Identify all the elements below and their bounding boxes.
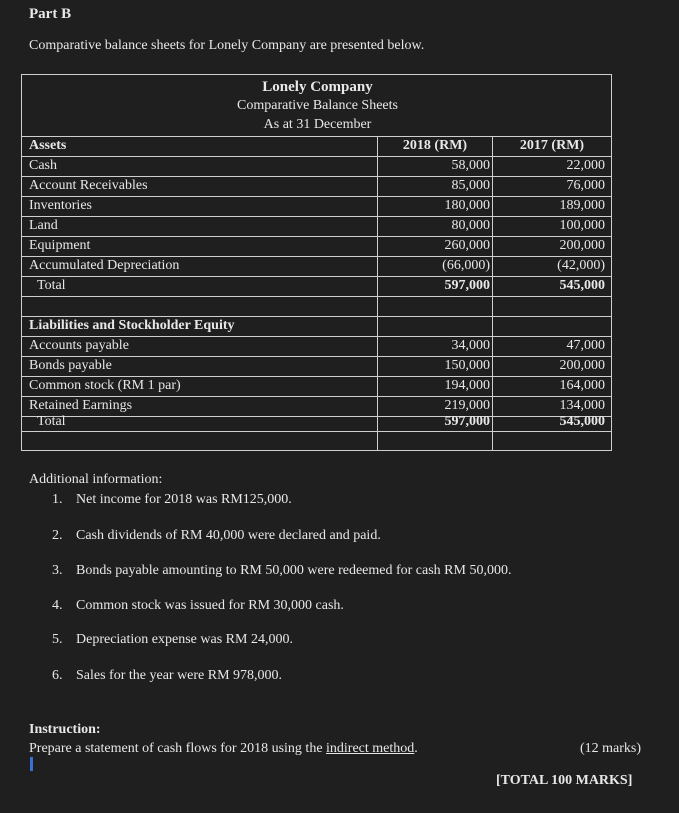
item-text: Sales for the year were RM 978,000. <box>76 668 283 683</box>
table-row <box>22 216 611 236</box>
table-row <box>22 196 611 216</box>
item-text: Bonds payable amounting to RM 50,000 were redeemed for cash RM 50,000. <box>76 563 512 578</box>
value-2017: 76,000 <box>566 178 605 193</box>
value-2018: 58,000 <box>451 158 490 173</box>
column-header-2017: 2017 (RM) <box>519 138 585 153</box>
row-label: Land <box>29 218 58 233</box>
total-2017: 545,000 <box>559 278 605 293</box>
part-title: Part B <box>29 6 72 22</box>
item-text: Cash dividends of RM 40,000 were declared and paid. <box>76 528 381 543</box>
table-row <box>22 376 611 396</box>
value-2018: 260,000 <box>444 238 490 253</box>
list-item <box>52 668 282 684</box>
row-label: Equipment <box>29 238 91 253</box>
value-2018: 34,000 <box>451 338 490 353</box>
row-divider <box>22 431 611 432</box>
row-label: Total <box>37 278 66 293</box>
item-number: 6. <box>52 668 63 683</box>
assets-total-row <box>22 276 611 296</box>
value-2017: 47,000 <box>566 338 605 353</box>
value-2018: 219,000 <box>444 398 490 413</box>
value-2018: 150,000 <box>444 358 490 373</box>
table-row <box>22 336 611 356</box>
table-row <box>22 356 611 376</box>
row-label: Inventories <box>29 198 92 213</box>
item-text: Common stock was issued for RM 30,000 cash. <box>76 598 344 613</box>
table-header-row <box>22 136 611 156</box>
list-item <box>52 528 381 544</box>
table-row <box>22 156 611 176</box>
row-label: Total <box>37 414 66 429</box>
instruction-text-before: Prepare a statement of cash flows for 2018 using the <box>29 741 327 756</box>
list-item <box>52 563 511 579</box>
assets-header: Assets <box>29 138 67 153</box>
row-label: Account Receivables <box>29 178 148 193</box>
list-item <box>52 632 293 648</box>
balance-sheet-table <box>21 74 612 451</box>
item-text: Net income for 2018 was RM125,000. <box>76 492 292 507</box>
liabilities-total-row <box>22 412 611 431</box>
row-label: Accumulated Depreciation <box>29 258 180 273</box>
list-item <box>52 492 292 508</box>
company-name: Lonely Company <box>262 79 373 95</box>
indirect-method-text: indirect method <box>326 741 415 756</box>
table-row <box>22 176 611 196</box>
total-2017: 545,000 <box>559 414 605 429</box>
list-item <box>52 598 344 614</box>
column-header-2018: 2018 (RM) <box>402 138 468 153</box>
item-number: 1. <box>52 492 63 507</box>
instruction-heading: Instruction: <box>29 722 101 737</box>
item-text: Depreciation expense was RM 24,000. <box>76 632 293 647</box>
value-2017: 100,000 <box>559 218 605 233</box>
row-label: Common stock (RM 1 par) <box>29 378 181 393</box>
row-divider <box>22 296 611 297</box>
table-row <box>22 256 611 276</box>
additional-info-heading: Additional information: <box>29 472 163 487</box>
item-number: 4. <box>52 598 63 613</box>
sheet-subtitle: Comparative Balance Sheets <box>237 98 398 113</box>
value-2018: 194,000 <box>444 378 490 393</box>
row-label: Bonds payable <box>29 358 112 373</box>
row-label: Cash <box>29 158 57 173</box>
total-marks-label: [TOTAL 100 MARKS] <box>496 773 633 788</box>
row-label: Retained Earnings <box>29 398 133 413</box>
liabilities-header: Liabilities and Stockholder Equity <box>29 318 235 333</box>
liabilities-header-row <box>22 316 611 336</box>
item-number: 5. <box>52 632 63 647</box>
item-number: 3. <box>52 563 63 578</box>
instruction-text-after: . <box>414 741 418 756</box>
intro-text: Comparative balance sheets for Lonely Company are presented below. <box>29 38 425 53</box>
value-2017: 22,000 <box>566 158 605 173</box>
marks-label: (12 marks) <box>580 741 642 756</box>
value-2017: 200,000 <box>559 238 605 253</box>
value-2018: 80,000 <box>451 218 490 233</box>
value-2017: 200,000 <box>559 358 605 373</box>
sheet-date: As at 31 December <box>263 117 372 132</box>
value-2017: 134,000 <box>559 398 605 413</box>
total-2018: 597,000 <box>444 414 490 429</box>
row-label: Accounts payable <box>29 338 129 353</box>
total-2018: 597,000 <box>444 278 490 293</box>
value-2018: (66,000) <box>442 258 490 273</box>
value-2017: 164,000 <box>559 378 605 393</box>
instruction-text <box>29 741 418 757</box>
value-2018: 85,000 <box>451 178 490 193</box>
value-2017: 189,000 <box>559 198 605 213</box>
text-cursor <box>30 757 33 771</box>
table-row <box>22 236 611 256</box>
item-number: 2. <box>52 528 63 543</box>
value-2018: 180,000 <box>444 198 490 213</box>
value-2017: (42,000) <box>557 258 605 273</box>
